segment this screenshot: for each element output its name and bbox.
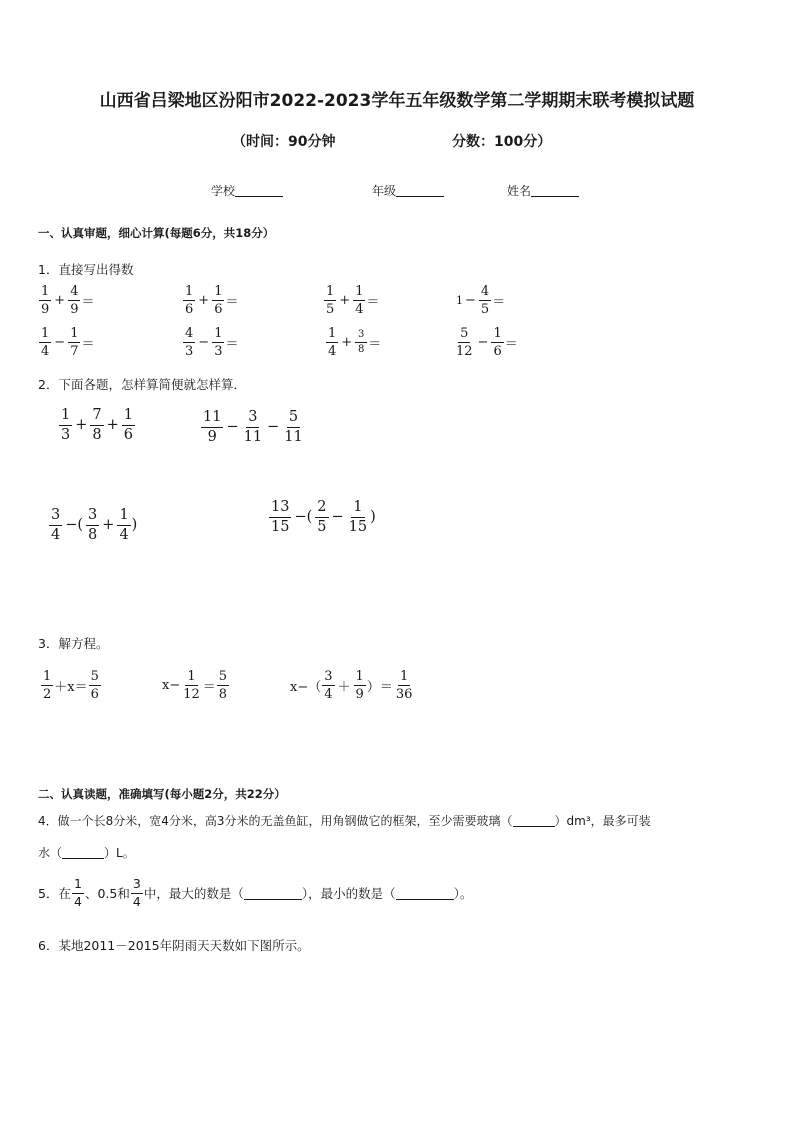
math-text: − <box>331 509 344 525</box>
denominator: 3 <box>61 426 71 443</box>
math-text: ＋x＝ <box>54 680 88 695</box>
q4-answer-blank-2[interactable] <box>62 846 104 859</box>
q1-item-3 <box>323 285 379 316</box>
denominator: 8 <box>218 687 228 702</box>
math-text: + <box>341 335 353 350</box>
math-text: ＝ <box>366 295 380 310</box>
q2-expr-3 <box>48 508 137 542</box>
fraction <box>41 670 53 701</box>
fraction <box>181 670 202 701</box>
denominator: 6 <box>493 344 502 359</box>
fraction <box>347 500 369 534</box>
numerator: 1 <box>43 669 52 684</box>
numerator: 5 <box>218 669 228 684</box>
question-text: 4．做一个长8分米，宽4分米，高3分米的无盖鱼缸，用角钢做它的框架，至少需要玻璃（ <box>38 814 513 828</box>
math-text: ）。 <box>453 886 473 901</box>
numerator: 3 <box>355 330 367 343</box>
question-text: ）L。 <box>104 846 135 860</box>
numerator: 5 <box>90 669 99 684</box>
denominator: 11 <box>284 428 303 445</box>
q1-item-1 <box>38 285 94 316</box>
fraction <box>242 410 264 444</box>
math-text: 中，最大的数是（ <box>143 886 244 901</box>
fraction <box>212 327 224 358</box>
fraction <box>394 670 415 701</box>
math-text: − <box>226 419 239 435</box>
denominator: 9 <box>207 428 217 445</box>
exam-score: 分数：100分） <box>452 134 552 150</box>
denominator: 6 <box>123 426 134 443</box>
numerator: 5 <box>287 410 300 428</box>
numerator: 1 <box>59 408 72 426</box>
math-text: ＝ <box>202 680 216 695</box>
fraction <box>269 500 291 534</box>
denominator: 4 <box>355 302 364 317</box>
math-text: − <box>465 293 476 308</box>
section1-heading: 一、认真审题，细心计算(每题6分，共18分） <box>38 226 275 240</box>
denominator: 11 <box>243 428 263 445</box>
denominator: 5 <box>317 518 327 535</box>
denominator: 3 <box>214 344 223 359</box>
math-text: + <box>54 293 66 308</box>
page-title: 山西省吕梁地区汾阳市2022-2023学年五年级数学第二学期期末联考模拟试题 <box>99 91 695 111</box>
denominator: 3 <box>185 344 194 359</box>
denominator: 12 <box>183 687 200 702</box>
question-text: 水（ <box>38 846 63 860</box>
fraction <box>86 508 99 542</box>
denominator: 7 <box>70 344 79 359</box>
denominator: 6 <box>185 302 194 317</box>
school-label: 学校 <box>211 184 236 198</box>
denominator: 4 <box>51 526 61 543</box>
math-text: ＝ <box>504 337 518 352</box>
exam-time: （时间：90分钟 <box>232 134 336 150</box>
math-text: − <box>267 419 280 435</box>
denominator: 9 <box>355 687 364 702</box>
numerator: 4 <box>70 284 79 299</box>
numerator: 1 <box>328 326 337 341</box>
numerator: 1 <box>41 284 50 299</box>
fraction <box>68 285 80 316</box>
math-text: x−（ <box>290 680 322 695</box>
q4-line-2 <box>38 844 135 861</box>
math-text: ) <box>370 509 376 525</box>
numerator: 7 <box>90 408 103 426</box>
fraction <box>326 327 338 358</box>
numerator: 1 <box>355 284 364 299</box>
math-text: ＝ <box>368 337 382 352</box>
fraction <box>59 408 72 442</box>
fraction <box>49 508 62 542</box>
math-text: 、0.5和 <box>84 886 130 901</box>
q1-item-7 <box>325 327 381 358</box>
question-text: ）dm³，最多可装 <box>554 814 651 828</box>
q4-answer-blank-1[interactable] <box>513 814 555 827</box>
fraction <box>354 670 366 701</box>
q3-equation-2 <box>162 670 230 701</box>
q1-item-4 <box>456 285 505 316</box>
fraction <box>217 670 229 701</box>
denominator: 8 <box>358 344 365 355</box>
denominator: 2 <box>43 687 52 702</box>
q1-item-2 <box>182 285 238 316</box>
math-text: ) <box>131 517 138 533</box>
fraction <box>315 500 328 534</box>
q3-equation-3 <box>290 670 415 701</box>
denominator: 4 <box>132 893 141 909</box>
numerator: 1 <box>214 284 223 299</box>
name-field <box>507 182 579 199</box>
math-text: + <box>106 417 119 433</box>
fraction <box>201 410 223 444</box>
name-label: 姓名 <box>507 184 532 198</box>
q5-line <box>38 878 472 908</box>
numerator: 5 <box>460 326 469 341</box>
numerator: 1 <box>122 408 135 426</box>
numerator: 11 <box>201 410 223 428</box>
math-text: −( <box>294 509 313 525</box>
q5-min-blank[interactable] <box>396 887 454 900</box>
denominator: 6 <box>214 302 223 317</box>
denominator: 4 <box>73 893 82 909</box>
numerator: 1 <box>41 326 50 341</box>
fraction <box>212 285 224 316</box>
fraction <box>355 330 367 355</box>
fraction <box>39 327 51 358</box>
q2-expr-1 <box>58 408 136 442</box>
fraction <box>90 408 103 442</box>
denominator: 9 <box>41 302 50 317</box>
q5-max-blank[interactable] <box>244 887 302 900</box>
denominator: 15 <box>271 518 290 535</box>
numerator: 3 <box>49 508 62 526</box>
math-text: ＋ <box>337 680 351 695</box>
fraction <box>122 408 135 442</box>
math-text: − <box>477 335 489 350</box>
denominator: 4 <box>324 687 333 702</box>
denominator: 5 <box>326 302 335 317</box>
numerator: 1 <box>185 284 194 299</box>
denominator: 4 <box>328 344 337 359</box>
math-text: ），最小的数是（ <box>301 886 396 901</box>
numerator: 1 <box>351 500 364 518</box>
numerator: 1 <box>72 878 84 894</box>
grade-field <box>372 182 444 199</box>
numerator: 4 <box>185 326 194 341</box>
fraction <box>324 285 336 316</box>
math-text: + <box>339 293 351 308</box>
section2-heading: 二、认真读题，准确填写(每小题2分，共22分） <box>38 787 286 801</box>
fraction <box>68 327 80 358</box>
school-field <box>211 182 283 199</box>
fraction <box>72 878 84 908</box>
math-text: ）＝ <box>366 680 393 695</box>
denominator: 4 <box>41 344 50 359</box>
q1-item-6 <box>182 327 238 358</box>
fraction <box>117 508 130 542</box>
fraction <box>322 670 334 701</box>
denominator: 15 <box>348 518 368 535</box>
grade-blank[interactable] <box>396 184 444 197</box>
q2-label: 2．下面各题，怎样算简便就怎样算． <box>38 377 246 392</box>
denominator: 8 <box>88 526 98 543</box>
denominator: 4 <box>119 526 129 543</box>
math-text: + <box>75 417 88 433</box>
numerator: 1 <box>187 669 196 684</box>
fraction <box>353 285 365 316</box>
numerator: 3 <box>324 669 333 684</box>
numerator: 13 <box>269 500 291 518</box>
numerator: 3 <box>246 410 259 428</box>
denominator: 6 <box>90 687 99 702</box>
fraction <box>454 327 475 358</box>
math-text: −( <box>65 517 84 533</box>
fraction <box>479 285 491 316</box>
grade-label: 年级 <box>372 184 397 198</box>
denominator: 9 <box>70 302 79 317</box>
numerator: 3 <box>86 508 99 526</box>
numerator: 3 <box>131 878 143 894</box>
q3-label: 3．解方程。 <box>38 636 109 651</box>
math-text: 1 <box>456 294 463 307</box>
numerator: 1 <box>70 326 79 341</box>
q6-text: 6．某地2011－2015年阴雨天天数如下图所示。 <box>38 938 310 953</box>
q3-equation-1 <box>40 670 102 701</box>
name-blank[interactable] <box>531 184 579 197</box>
numerator: 1 <box>399 669 409 684</box>
numerator: 1 <box>326 284 335 299</box>
numerator: 4 <box>480 284 490 299</box>
q1-item-8 <box>453 327 518 358</box>
q2-expr-4 <box>268 500 376 534</box>
q4-line-1 <box>38 812 651 829</box>
math-text: + <box>198 293 210 308</box>
numerator: 1 <box>493 326 502 341</box>
fraction <box>89 670 101 701</box>
math-text: − <box>54 335 66 350</box>
math-text: ＝ <box>81 295 95 310</box>
fraction <box>282 410 304 444</box>
math-text: ＝ <box>81 337 95 352</box>
numerator: 1 <box>214 326 223 341</box>
q1-item-5 <box>38 327 94 358</box>
denominator: 8 <box>92 426 102 443</box>
math-text: 5．在 <box>38 886 71 901</box>
school-blank[interactable] <box>235 184 283 197</box>
math-text: − <box>198 335 210 350</box>
fraction <box>131 878 143 908</box>
denominator: 12 <box>456 344 473 359</box>
q2-expr-2 <box>200 410 306 444</box>
numerator: 2 <box>315 500 328 518</box>
fraction <box>39 285 51 316</box>
denominator: 36 <box>395 687 413 702</box>
fraction <box>183 327 195 358</box>
math-text: ＝ <box>225 295 239 310</box>
denominator: 5 <box>480 302 490 317</box>
math-text: ＝ <box>225 337 239 352</box>
math-text: + <box>102 517 115 533</box>
math-text: ＝ <box>492 295 506 310</box>
fraction <box>491 327 503 358</box>
fraction <box>183 285 195 316</box>
numerator: 1 <box>355 669 364 684</box>
q1-label: 1．直接写出得数 <box>38 262 134 277</box>
numerator: 1 <box>117 508 130 526</box>
math-text: x− <box>162 678 181 693</box>
